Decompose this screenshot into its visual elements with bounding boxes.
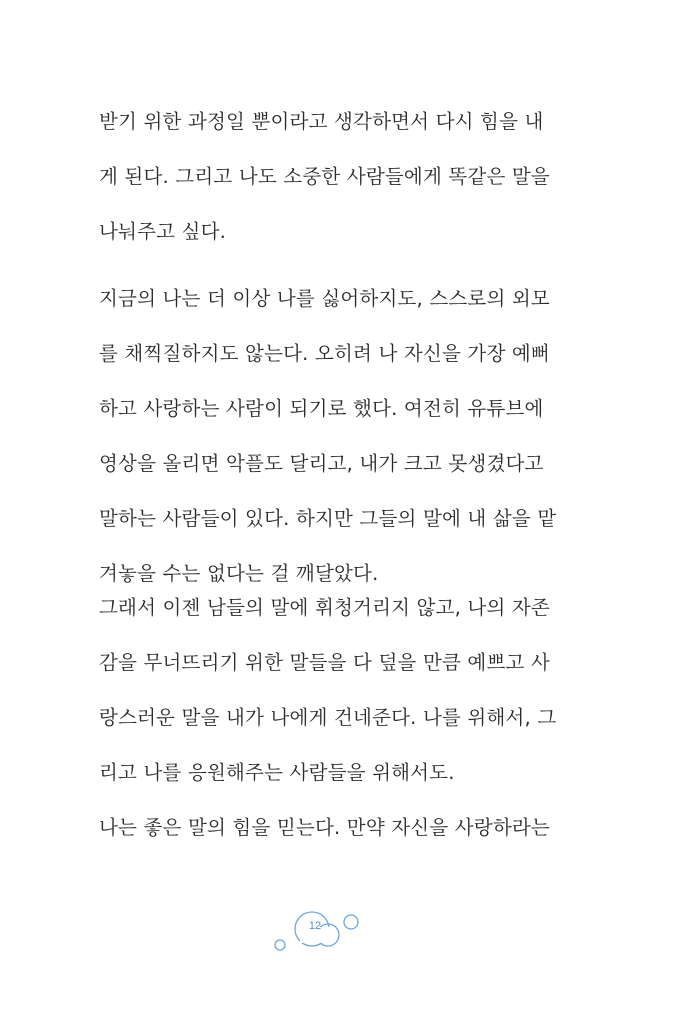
- text-line: 말하는 사람들이 있다. 하지만 그들의 말에 내 삶을 맡: [99, 507, 557, 530]
- paragraph-1: [99, 106, 559, 271]
- text-line: 지금의 나는 더 이상 나를 싫어하지도, 스스로의 외모: [99, 287, 550, 310]
- bubble-ornament-icon: [270, 905, 370, 960]
- text-line: 하고 사랑하는 사람이 되기로 했다. 여전히 유튜브에: [99, 397, 544, 420]
- text-line: 를 채찍질하지도 않는다. 오히려 나 자신을 가장 예뻐: [99, 342, 550, 365]
- text-line: 나눠주고 싶다.: [99, 220, 227, 243]
- text-line: 나는 좋은 말의 힘을 믿는다. 만약 자신을 사랑하라는: [99, 816, 550, 839]
- paragraph-3: [99, 592, 559, 812]
- page-number-ornament: [270, 905, 370, 960]
- text-line: 게 된다. 그리고 나도 소중한 사람들에게 똑같은 말을: [99, 165, 550, 188]
- text-line: 받기 위한 과정일 뿐이라고 생각하면서 다시 힘을 내: [99, 110, 544, 133]
- text-line: 감을 무너뜨리기 위한 말들을 다 덮을 만큼 예쁘고 사: [99, 651, 550, 674]
- page-number: 12: [308, 920, 322, 932]
- paragraph-4: [99, 812, 559, 867]
- text-line: 랑스러운 말을 내가 나에게 건네준다. 나를 위해서, 그: [99, 706, 557, 729]
- paragraph-2: [99, 283, 559, 613]
- text-line: 리고 나를 응원해주는 사람들을 위해서도.: [99, 761, 455, 784]
- text-line: 겨놓을 수는 없다는 걸 깨달았다.: [99, 562, 379, 585]
- text-line: 그래서 이젠 남들의 말에 휘청거리지 않고, 나의 자존: [99, 596, 550, 619]
- text-line: 영상을 올리면 악플도 달리고, 내가 크고 못생겼다고: [99, 452, 544, 475]
